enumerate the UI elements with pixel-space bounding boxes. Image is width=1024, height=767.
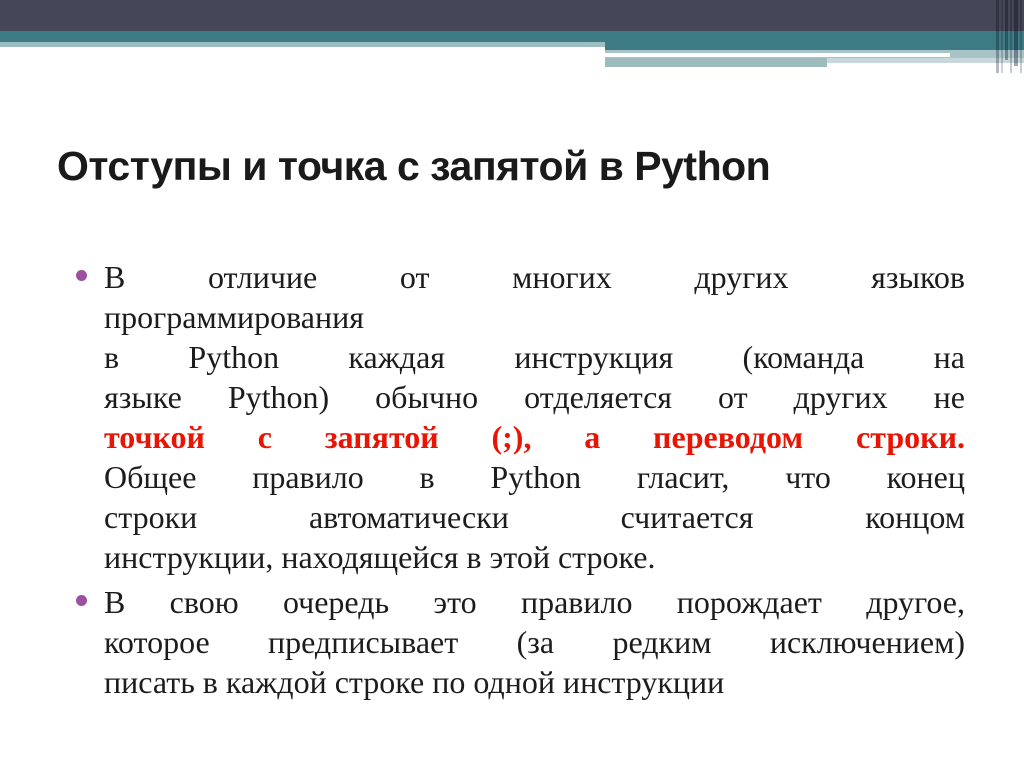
text-line: в Python каждая инструкция (команда на: [104, 339, 965, 375]
text-line: которое предписывает (за редким исключением): [104, 624, 965, 660]
bullet-marker-icon: [76, 595, 87, 606]
decoration-light-band-step: [605, 58, 827, 67]
pinstripe: [1014, 0, 1018, 66]
decoration-top-dark-bar: [0, 0, 1024, 31]
text-line: инструкции, находящейся в этой строке.: [104, 539, 656, 575]
decoration-teal-bar: [0, 31, 1024, 42]
text-line: языке Python) обычно отделяется от других не: [104, 379, 965, 415]
text-line: программирования: [104, 299, 364, 335]
bullet-item: [104, 582, 965, 702]
text-line: В отличие от многих других языков: [104, 259, 965, 295]
text-line-emphasis: точкой с запятой (;), а переводом строки.: [104, 419, 965, 455]
pinstripe: [1020, 0, 1022, 73]
slide-body: [104, 257, 965, 702]
decoration-light-strip-left: [0, 42, 605, 47]
bullet-item: [104, 257, 965, 577]
pinstripe: [1001, 0, 1003, 73]
decoration-lighter-band-step: [827, 58, 1024, 63]
text-line: строки автоматически считается концом: [104, 499, 965, 535]
text-line: Общее правило в Python гласит, что конец: [104, 459, 965, 495]
text-line: В свою очередь это правило порождает другое,: [104, 584, 965, 620]
pinstripe: [996, 0, 999, 73]
pinstripe: [1010, 0, 1012, 73]
decoration-white-line: [605, 53, 950, 57]
pinstripe: [1005, 0, 1008, 60]
decoration-right-pinstripes: [996, 0, 1024, 73]
bullet-marker-icon: [76, 270, 87, 281]
text-line: писать в каждой строке по одной инструкции: [104, 664, 725, 700]
decoration-teal-bar-right: [605, 42, 1024, 50]
slide-title: Отступы и точка с запятой в Python: [57, 143, 771, 189]
